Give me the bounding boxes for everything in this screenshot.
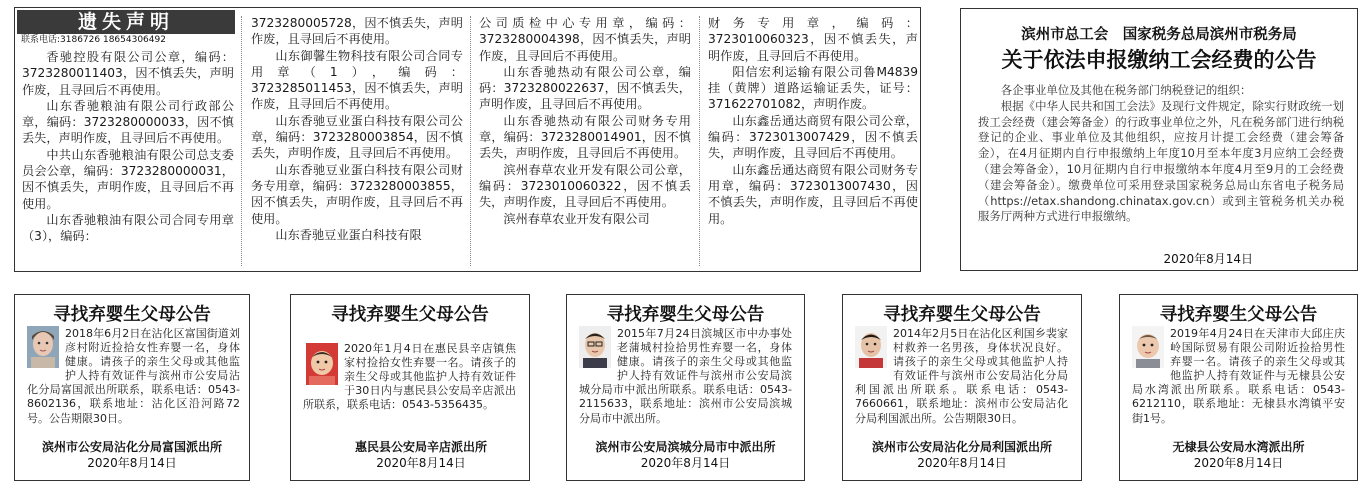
lost-entry: 香驰控股有限公司公章，编码：3723280011403，因不慎丢失，声明作废，且寻回后不再使用。 — [22, 50, 234, 97]
lost-column-2 — [251, 15, 463, 270]
union-notice-date: 2020年8月14日 — [1163, 252, 1253, 266]
lost-entry: 公司质检中心专用章，编码：3723280004398，因不慎丢失，声明作废，且寻回后不再使用。 — [479, 16, 691, 63]
lost-column-3 — [479, 15, 691, 270]
union-notice-paragraph: 根据《中华人民共和国工会法》及现行文件规定，除实行财政统一划拨工会经费（建会筹备金）的行政事业单位之外，凡在税务部门进行纳税登记的企业、事业单位及其他组织，应按月计提工会经费（建会筹备金），在4月征期内自行申报缴纳上年度10月至本年度3月应纳工会经费（建会筹备金），10月征期内自行申报缴纳本年度4月至9月的工会经费（建会筹备金）。缴费单位可采用登录国家税务总局山东省电子税务局（https://etax.shandong.chinatax.gov.cn）或到主管税务机关办税服务厅两种方式进行申报缴纳。 — [978, 98, 1344, 224]
lost-entry: 中共山东香驰粮油有限公司总支委员会公章，编码：3723280000031，因不慎丢失，声明作废，且寻回后不再使用。 — [22, 147, 234, 211]
baby-notice-date: 2020年8月14日 — [1193, 456, 1284, 470]
lost-entry: 山东香驰豆业蛋白科技有限公司公章，编码：3723280003854，因不慎丢失，声明作废，且寻回后不再使用。 — [251, 113, 463, 161]
baby-notice-issuer: 滨州市公安局沾化分局富国派出所 — [41, 440, 222, 454]
union-fee-notice — [960, 8, 1358, 271]
lost-entry: 山东香驰粮油有限公司合同专用章（3），编码： — [22, 212, 234, 244]
baby-notice-title: 寻找弃婴生父母公告 — [606, 305, 765, 325]
lost-notice-title: 遗失声明 — [17, 10, 235, 34]
lost-entry: 滨州春草农业开发有限公司 — [503, 211, 650, 226]
baby-notice-text: 2015年7月24日滨城区市中办事处老蒲城村捡拾男性弃婴一名，身体健康。请孩子的亲生父母或其他监护人持有效证件与滨州市公安局滨城分局市中派出所联系。联系电话：0543-2115633，联系地址：滨州市公安局滨城分局市中派出所。 — [579, 327, 792, 425]
baby-notice-3 — [566, 294, 805, 481]
baby-notice-issuer: 滨州市公安局滨城分局市中派出所 — [595, 440, 776, 454]
lost-entry: 山东鑫岳通达商贸有限公司财务专用章，编码：3723013007430，因不慎丢失，声明作废，且寻回后不再使用。 — [708, 162, 918, 226]
baby-notice-text: 2014年2月5日在沾化区利国乡裴家村救养一名男孩，身体状况良好。请孩子的亲生父母或其他监护人持有效证件与滨州市公安局沾化分局利国派出所联系。联系电话：0543-7660661，联系地址：滨州市公安局沾化分局利国派出所。公告期限30日。 — [855, 327, 1068, 425]
lost-entry: 山东鑫岳通达商贸有限公司公章，编码：3723013007429，因不慎丢失，声明作废，且寻回后不再使用。 — [708, 113, 918, 161]
union-notice-title: 关于依法申报缴纳工会经费的公告 — [1001, 48, 1317, 72]
baby-notice-5 — [1119, 294, 1358, 481]
lost-entry: 山东香驰豆业蛋白科技有限公司财务专用章，编码：3723280003855，因不慎丢失，声明作废，且寻回后不再使用。 — [251, 162, 463, 226]
baby-notice-1 — [14, 294, 250, 481]
baby-notice-text: 2019年4月24日在天津市大邱庄庆岭国际贸易有限公司附近捡拾男性弃婴一名。请孩子的亲生父母或其他监护人持有效证件与无棣县公安局水湾派出所联系。联系电话：0543-6212110，联系地址：无棣县水湾镇平安街1号。 — [1132, 327, 1345, 425]
baby-notice-title: 寻找弃婴生父母公告 — [883, 305, 1041, 325]
lost-notice-phone: 联系电话:3186726 18654306492 — [21, 35, 166, 45]
lost-entry: 山东御馨生物科技有限公司合同专用章（1），编码：3723285011453，因不慎丢失，声明作废，且寻回后不再使用。 — [251, 48, 463, 112]
baby-notice-issuer: 惠民县公安局辛店派出所 — [354, 440, 487, 454]
column-divider — [699, 16, 700, 266]
baby-notice-title: 寻找弃婴生父母公告 — [1159, 305, 1318, 325]
lost-entry: 财务专用章，编码：3723010060323，因不慎丢失，声明作废，且寻回后不再使用。 — [708, 16, 918, 63]
baby-notice-2 — [290, 294, 530, 481]
baby-notice-title: 寻找弃婴生父母公告 — [331, 305, 489, 325]
column-divider — [470, 16, 471, 266]
baby-notice-date: 2020年8月14日 — [640, 456, 731, 470]
lost-entry: 山东香驰粮油有限公司行政部公章，编码：3723280000033，因不慎丢失，声明作废，且寻回后不再使用。 — [22, 98, 234, 146]
baby-notice-date: 2020年8月14日 — [917, 456, 1007, 470]
lost-entry: 山东香驰热动有限公司公章，编码：3723280022637，因不慎丢失，声明作废，且寻回后不再使用。 — [479, 64, 691, 112]
lost-notice-header — [17, 10, 235, 46]
lost-column-4 — [708, 15, 918, 270]
baby-notice-date: 2020年8月14日 — [376, 456, 466, 470]
column-divider — [241, 16, 242, 266]
union-notice-body — [978, 83, 1344, 225]
baby-notice-date: 2020年8月14日 — [87, 456, 177, 470]
lost-entry: 山东香驰豆业蛋白科技有限 — [275, 227, 422, 242]
lost-entry: 3723280005728，因不慎丢失，声明作废，且寻回后不再使用。 — [251, 16, 463, 47]
baby-notice-issuer: 滨州市公安局沾化分局利国派出所 — [871, 440, 1052, 454]
baby-notice-4 — [842, 294, 1082, 481]
baby-notice-text: 2018年6月2日在沾化区富国街道刘彦村附近捡拾女性弃婴一名，身体健康。请孩子的亲生父母或其他监护人持有效证件与滨州市公安局沾化分局富国派出所联系，联系电话：0543-8602136，联系地址：沾化区沿河路72号。公告期限30日。 — [27, 327, 240, 425]
lost-entry: 山东香驰热动有限公司财务专用章，编码：3723280014901，因不慎丢失，声明作废，且寻回后不再使用。 — [479, 113, 691, 161]
lost-column-1 — [22, 49, 234, 270]
lost-notice-box — [14, 7, 921, 272]
lost-entry: 滨州春草农业开发有限公司公章，编码：3723010060322，因不慎丢失，声明作废，且寻回后不再使用。 — [479, 162, 691, 210]
union-notice-greeting: 各企事业单位及其他在税务部门纳税登记的组织： — [1000, 83, 1252, 97]
lost-entry: 阳信宏利运输有限公司鲁M4839挂（黄牌）道路运输证丢失，证号：371622701082，声明作废。 — [708, 64, 918, 112]
union-notice-issuer: 滨州市总工会 国家税务总局滨州市税务局 — [1021, 27, 1297, 43]
baby-notice-issuer: 无棣县公安局水湾派出所 — [1172, 440, 1305, 454]
baby-notice-text: 2020年1月4日在惠民县辛店镇焦家村捡拾女性弃婴一名。请孩子的亲生父母或其他监护人持有效证件于30日内与惠民县公安局辛店派出所联系，联系电话：0543-5356435。 — [303, 342, 516, 412]
baby-notice-title: 寻找弃婴生父母公告 — [53, 305, 211, 325]
